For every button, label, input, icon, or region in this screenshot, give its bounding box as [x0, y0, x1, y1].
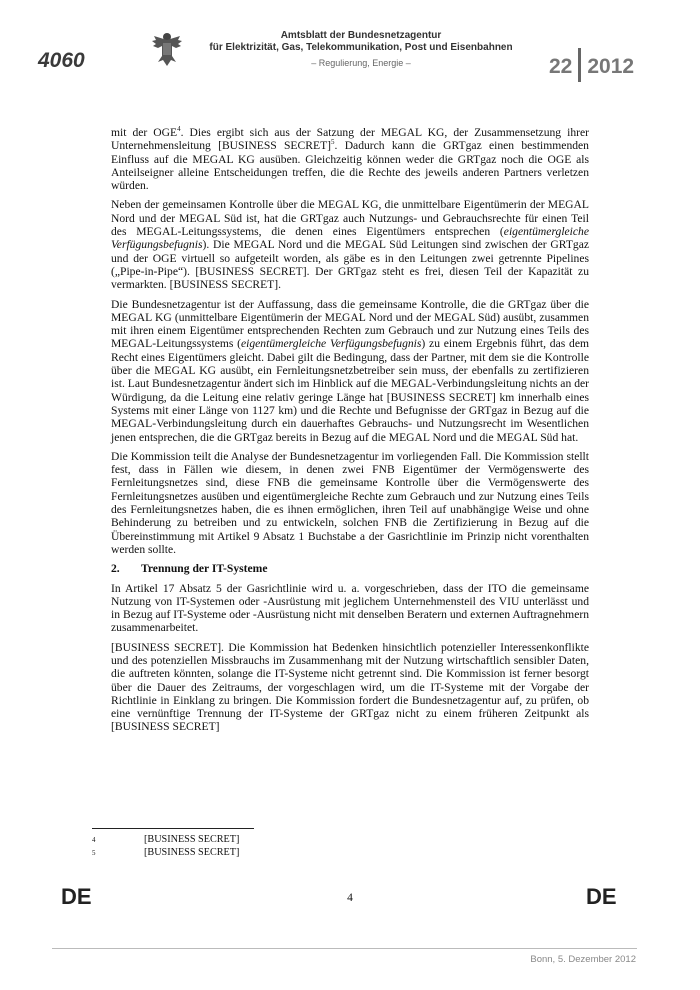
section-number: 2. — [111, 562, 120, 576]
footnote-separator — [92, 828, 254, 829]
header-title — [196, 30, 526, 54]
header-issue — [549, 48, 634, 82]
footnote-ref-5[interactable]: 5 — [331, 138, 335, 147]
language-code-left: DE — [61, 884, 92, 909]
footer-date: Bonn, 5. Dezember 2012 — [530, 954, 636, 965]
paragraph-4: Die Kommission teilt die Analyse der Bundesnetzagentur im vorliegenden Fall. Die Kommission stellt fest, dass in Fällen wie diesem, in denen zwei FNB Eigentümer der Vermögenswerte des Fernleitungsnetzes sind, diese FNB die gemeinsame Kontrolle über die Vermögenswerte des Fernleitungsnetzes ausüben und eigentümergleiche Rechte zum Gebrauch und zur Nutzung eines Teils des Fernleitungsnetzes haben, die es ihnen ermöglichen, ihren Teil auf unabhängige Weise und ohne Behinderung zu betreiben und zu entwickeln, solchen FNB die Zertifizierung in Bezug auf die Übereinstimmung mit Artikel 9 Absatz 1 Buchstabe a der Gasrichtlinie im Prinzip nicht vorenthalten werden sollte. — [111, 449, 589, 556]
paragraph-3: Die Bundesnetzagentur ist der Auffassung, dass die gemeinsame Kontrolle, die die GRTgaz über die MEGAL KG (unmittelbare Eigentümerin der MEGAL Nord und der MEGAL Süd) ausübt, zusammen mit ihren einem Eigentümer entsprechenden Rechten zum Gebrauch und zur Nutzung eines Teils des MEGAL-Leitungssystems (eigentümergleiche Verfügungsbefugnis) zu einem Ergebnis führt, das dem Recht eines Eigentümers gleicht. Dabei gilt die Bedingung, dass der Partner, mit dem sie die Kontrolle über die MEGAL KG ausübt, ein Fernleitungsnetzbetreiber sein muss, der ebenfalls zu zertifizieren ist. Laut Bundesnetzagentur ändert sich im Hinblick auf die MEGAL-Verbindungsleitung nichts an der Würdigung, da die Leitung eine relativ geringe Länge hat [BUSINESS SECRET] km innerhalb eines Systems mit einer Länge von 1127 km) und die Rechte und Befugnisse der GRTgaz in Bezug auf die MEGAL-Verbindungsleitung durch ein dauerhaftes Gebrauchs- und Nutzungsrecht im Wesentlichen jenen entsprechen, die die GRTgaz bereits in Bezug auf die MEGAL Nord und die MEGAL Süd hat. — [111, 297, 589, 444]
section-title: Trennung der IT-Systeme — [141, 562, 268, 576]
header-number: 4060 — [38, 49, 85, 72]
footnote-ref-4[interactable]: 4 — [177, 125, 181, 134]
header-title-line1: Amtsblatt der Bundesnetzagentur — [280, 30, 442, 41]
footnotes — [92, 834, 239, 859]
header-subtitle: – Regulierung, Energie – — [311, 58, 411, 68]
paragraph-1: mit der OGE$^4$. Dies ergibt sich aus der Satzung der MEGAL KG, der Zusammensetzung ihrer Unternehmensleitung [BUSINESS SECRET]$^5$. Dadurch kann die GRTgaz einen bestimmenden Einfluss auf die MEGAL KG ausüben. Gleichzeitig können weder die GRTgaz noch die OGE als Anteilseigner alleine Entscheidungen treffen, die die Rechte des jeweils anderen Partners verletzen würden. — [111, 125, 590, 193]
paragraph-6: [BUSINESS SECRET]. Die Kommission hat Bedenken hinsichtlich potenzieller Interessenkonflikte und des potenziellen Missbrauchs im Zusammenhang mit der Nutzung wirtschaftlich sensibler Daten, die auftreten könnten, solange die IT-Systeme nicht getrennt sind. Die Kommission ist ferner besorgt über die Dauer des Zeitraums, der vorgeschlagen wird, um die IT-Systeme mit der Vorgabe der Richtlinie in Einklang zu bringen. Die Kommission fordert die Bundesnetzagentur auf, zu prüfen, ob eine vernünftige Trennung der IT-Systeme der GRTgaz nicht zu einem früheren Zeitpunkt als [BUSINESS SECRET] — [111, 640, 589, 734]
header-title-line2: für Elektrizität, Gas, Telekommunikation, Post und Eisenbahnen — [209, 42, 513, 53]
footer-divider — [52, 948, 637, 949]
document-body — [111, 126, 589, 740]
footnote-item: 4 [BUSINESS SECRET] — [92, 834, 240, 845]
issue-year: 2012 — [587, 55, 635, 78]
footnote-item: 5 [BUSINESS SECRET] — [92, 846, 240, 858]
paragraph-5: In Artikel 17 Absatz 5 der Gasrichtlinie wird u. a. vorgeschrieben, dass der ITO die gemeinsame Nutzung von IT-Systemen oder -Ausrüstung mit jeglichem Unternehmensteil des VIU unterlässt und in Bezug auf IT-Systeme oder -Ausrüstung nicht mit denselben Beratern und externen Auftragnehmern zusammenarbeitet. — [111, 581, 589, 635]
page-number: 4 — [347, 892, 353, 904]
language-code-right: DE — [586, 884, 617, 909]
issue-divider — [578, 48, 581, 82]
paragraph-2: Neben der gemeinsamen Kontrolle über die MEGAL KG, die unmittelbare Eigentümerin der MEGAL Nord und der MEGAL Süd ist, hat die GRTgaz auch Nutzungs- und Gebrauchsrechte für einen Teil des MEGAL-Leitungssystems, die denen eines Eigentümers entsprechen (eigentümergleiche Verfügungsbefugnis). Die MEGAL Nord und die MEGAL Süd Leitungen sind zwischen der GRTgaz und der OGE virtuell so aufgeteilt worden, als gäbe es in den Leitungen zwei getrennte Pipelines („Pipe-in-Pipe“). [BUSINESS SECRET]. Der GRTgaz steht es frei, diesen Teil der Kapazität zu vermarkten. [BUSINESS SECRET]. — [111, 198, 589, 292]
section-heading — [111, 562, 589, 575]
issue-number: 22 — [549, 55, 573, 78]
federal-eagle-icon — [150, 30, 184, 68]
